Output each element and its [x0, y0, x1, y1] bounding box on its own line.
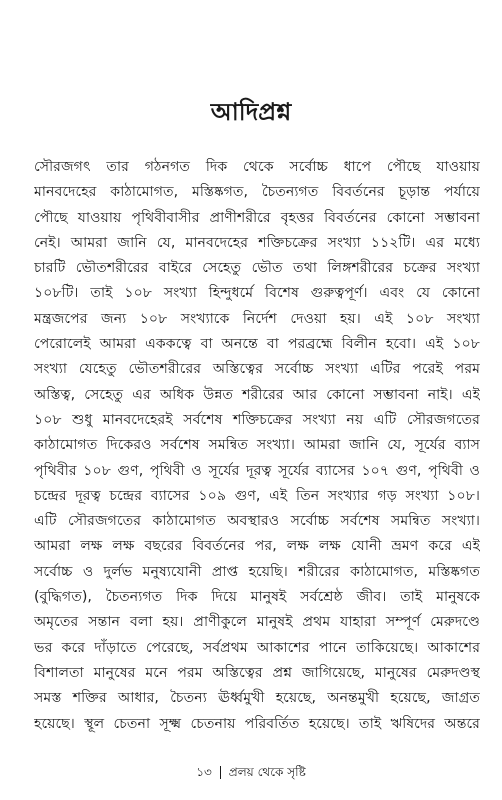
text-line: চারটি ভৌতশরীরের বাইরে সেহেতু ভৌত তথা লিঙ্গশরীরের চক্রের সংখ্যা — [34, 260, 480, 277]
text-line: ১০৮ শুধু মানবদেহেরই সর্বশেষ শক্তিচক্রের সংখ্যা নয় এটি সৌরজগতের — [34, 411, 480, 428]
text-line: পৃথিবীর ১০৮ গুণ, পৃথিবী ও সূর্যের দূরত্ব সূর্যের ব্যাসের ১০৭ গুণ, পৃথিবী ও — [34, 462, 480, 479]
text-line: সংখ্যা যেহেতু ভৌতশরীরের অস্তিত্বের সর্বোচ্চ সংখ্যা এটির পরেই পরম — [34, 361, 480, 378]
page-footer — [0, 764, 502, 780]
text-line: ১০৮টি। তাই ১০৮ সংখ্যা হিন্দুধর্মে বিশেষ গুরুত্বপূর্ণ। এবং যে কোনো — [34, 285, 480, 302]
text-line: হয়েছে। স্থূল চেতনা সূক্ষ্ম চেতনায় পরিবর্তিত হয়েছে। তাই ঋষিদের অন্তরে — [34, 715, 480, 732]
text-line: ভর করে দাঁড়াতে পেরেছে, সর্বপ্রথম আকাশের পানে তাকিয়েছে। আকাশের — [34, 639, 480, 656]
text-line: মন্ত্রজপের জন্য ১০৮ সংখ্যাকে নির্দেশ দেওয়া হয়। এই ১০৮ সংখ্যা — [34, 310, 480, 327]
text-line: কাঠামোগত দিকেরও সর্বশেষ সমন্বিত সংখ্যা। আমরা জানি যে, সূর্যের ব্যাস — [34, 437, 480, 454]
text-line: বিশালতা মানুষের মনে পরম অস্তিত্বের প্রশ্ন জাগিয়েছে, মানুষের মেরুদণ্ডস্থ — [34, 664, 480, 681]
text-line: মানবদেহের কাঠামোগত, মস্তিষ্কগত, চৈতন্যগত বিবর্তনের চূড়ান্ত পর্যায়ে — [34, 184, 480, 201]
text-line: পৌছে যাওয়ায় পৃথিবীবাসীর প্রাণীশরীরে বৃহত্তর বিবর্তনের কোনো সম্ভাবনা — [34, 209, 480, 226]
page-number: ১৩ — [196, 765, 212, 779]
footer-separator — [220, 766, 221, 779]
running-title: প্রলয় থেকে সৃষ্টি — [228, 765, 306, 779]
text-line: আমরা লক্ষ লক্ষ বছরের বিবর্তনের পর, লক্ষ লক্ষ যোনী ভ্রমণ করে এই — [34, 538, 480, 555]
text-line: পেরোলেই আমরা এককত্বে বা অনন্তে বা পরব্রহ্মে বিলীন হবো। এই ১০৮ — [34, 336, 480, 353]
text-line: (বুদ্ধিগত), চৈতন্যগত দিক দিয়ে মানুষই সর্বশ্রেষ্ঠ জীব। তাই মানুষকে — [34, 589, 480, 606]
text-line: চন্দ্রের দূরত্ব চন্দ্রের ব্যাসের ১০৯ গুণ, এই তিন সংখ্যার গড় সংখ্যা ১০৮। — [34, 487, 480, 504]
text-line: সৌরজগৎ তার গঠনগত দিক থেকে সর্বোচ্চ ধাপে পৌছে যাওয়ায় — [34, 159, 480, 175]
text-line: এটি সৌরজগতের কাঠামোগত অবস্থারও সর্বোচ্চ সর্বশেষ সমন্বিত সংখ্যা। — [34, 513, 480, 530]
body-text — [34, 155, 480, 737]
text-line: সর্বোচ্চ ও দুর্লভ মনুষ্যযোনী প্রাপ্ত হয়েছি। শরীরের কাঠামোগত, মস্তিষ্কগত — [34, 563, 480, 580]
text-line: নেই। আমরা জানি যে, মানবদেহের শক্তিচক্রের সংখ্যা ১১২টি। এর মধ্যে — [34, 234, 480, 251]
chapter-title: আদিপ্রশ্ন — [210, 98, 292, 126]
text-line: অস্তিত্ব, সেহেতু এর অধিক উন্নত শরীরের আর কোনো সম্ভাবনা নাই। এই — [34, 386, 480, 403]
text-line: অমৃতের সন্তান বলা হয়। প্রাণীকুলে মানুষই প্রথম যাহারা সম্পূর্ণ মেরুদণ্ডে — [34, 614, 480, 631]
text-line: সমস্ত শক্তির আধার, চৈতন্য ঊর্ধ্বমুখী হয়েছে, অনন্তমুখী হয়েছে, জাগ্রত — [34, 690, 480, 707]
